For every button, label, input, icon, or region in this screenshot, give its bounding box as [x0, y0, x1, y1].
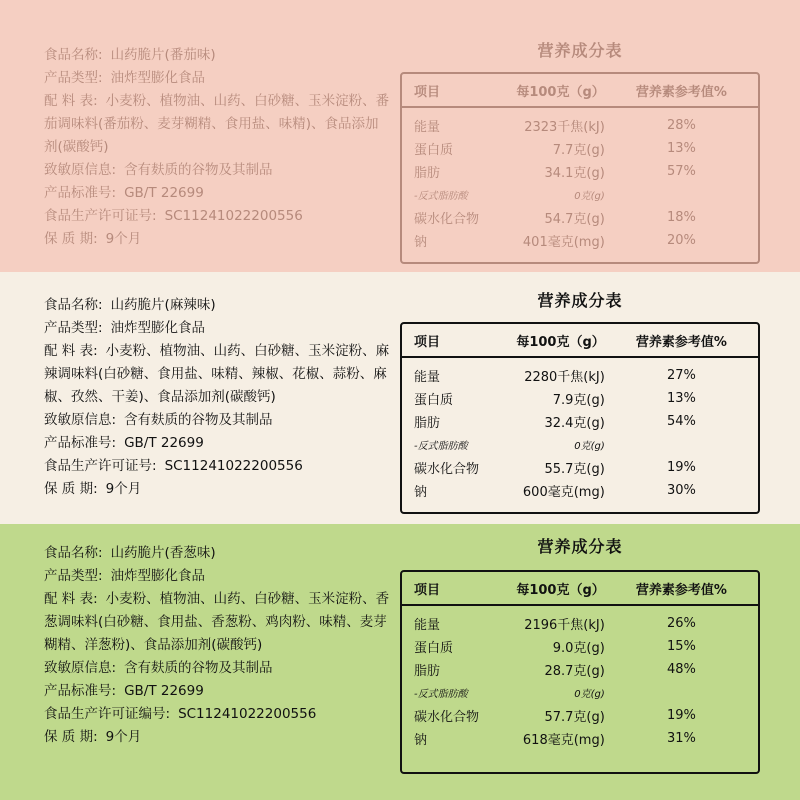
nutrient-value: 7.7克(g) [552, 143, 605, 158]
value: 山药脆片(番茄味) [110, 47, 216, 63]
value: SC11241022200556 [164, 208, 303, 224]
nutrient-nrv: 54% [666, 414, 696, 429]
nutrition-row [402, 658, 758, 681]
header-item: 项目 [414, 334, 441, 350]
nutrition-rows [402, 358, 758, 502]
nutrition-row [402, 479, 758, 502]
nutrient-nrv: 28% [666, 118, 696, 133]
header-nrv: 营养素参考值% [635, 334, 727, 350]
value: 9个月 [105, 481, 142, 497]
nutrient-nrv: 27% [666, 368, 696, 383]
product-info [44, 294, 392, 501]
license-row [44, 205, 392, 228]
nutrient-value: 0克(g) [574, 689, 605, 700]
header-nrv: 营养素参考值% [635, 582, 727, 598]
nutrition-table-header [402, 74, 758, 108]
nutrient-name: 碳水化合物 [414, 462, 480, 477]
nutrition-row [402, 206, 758, 229]
value: 9个月 [105, 729, 142, 745]
value: 小麦粉、植物油、山药、白砂糖、玉米淀粉、香葱调味料(白砂糖、食用盐、香葱粉、鸡肉粉、味精、麦芽糊精、洋葱粉)、食品添加剂(碳酸钙) [44, 591, 390, 653]
standard-row [44, 680, 392, 703]
license-row [44, 455, 392, 478]
nutrient-value: 0克(g) [574, 441, 605, 452]
label: 食品生产许可证号: [44, 458, 157, 474]
value: GB/T 22699 [124, 185, 204, 201]
nutrient-name: -反式脂肪酸 [414, 441, 468, 452]
nutrition-row [402, 160, 758, 183]
nutrient-value: 55.7克(g) [544, 462, 605, 477]
nutrient-value: 618毫克(mg) [522, 733, 605, 748]
nutrient-nrv: 31% [666, 731, 696, 746]
header-item: 项目 [414, 582, 441, 598]
nutrient-name: 蛋白质 [414, 393, 454, 408]
header-per100: 每100克（g） [516, 334, 605, 350]
header-item: 项目 [414, 84, 441, 100]
nutrition-row [402, 681, 758, 704]
nutrient-value: 32.4克(g) [544, 416, 605, 431]
label: 致敏原信息: [44, 412, 117, 428]
nutrient-nrv: 19% [666, 460, 696, 475]
nutrient-nrv: 13% [666, 391, 696, 406]
label: 食品名称: [44, 545, 103, 561]
nutrient-name: 能量 [414, 618, 441, 633]
product-info [44, 542, 392, 749]
nutrition-row [402, 727, 758, 750]
product-type-row [44, 565, 392, 588]
nutrition-row [402, 114, 758, 137]
nutrient-value: 2323千焦(kJ) [524, 120, 605, 135]
nutrition-title: 营养成分表 [537, 537, 623, 556]
nutrition-table [400, 570, 760, 774]
nutrient-nrv: 13% [666, 141, 696, 156]
nutrient-value: 7.9克(g) [552, 393, 605, 408]
label: 产品类型: [44, 320, 103, 336]
nutrient-value: 600毫克(mg) [522, 485, 605, 500]
value: 小麦粉、植物油、山药、白砂糖、玉米淀粉、番茄调味料(番茄粉、麦芽糊精、食用盐、味精)、食品添加剂(碳酸钙) [44, 93, 390, 155]
nutrition-title: 营养成分表 [537, 291, 623, 310]
label: 食品生产许可证编号: [44, 706, 171, 722]
nutrition-row [402, 183, 758, 206]
food-name-row [44, 542, 392, 565]
label: 保 质 期: [44, 231, 98, 247]
nutrient-name: 脂肪 [414, 166, 441, 181]
value: 含有麸质的谷物及其制品 [124, 162, 273, 178]
nutrition-table-header [402, 572, 758, 606]
value: 山药脆片(香葱味) [110, 545, 216, 561]
nutrient-name: 钠 [414, 733, 428, 748]
nutrient-name: 碳水化合物 [414, 710, 480, 725]
ingredients-row [44, 90, 392, 159]
license-row [44, 703, 392, 726]
value: 含有麸质的谷物及其制品 [124, 660, 273, 676]
label: 致敏原信息: [44, 660, 117, 676]
label: 致敏原信息: [44, 162, 117, 178]
nutrient-name: 脂肪 [414, 416, 441, 431]
nutrition-row [402, 364, 758, 387]
header-per100: 每100克（g） [516, 84, 605, 100]
label: 配 料 表: [44, 343, 98, 359]
nutrition-row [402, 456, 758, 479]
product-type-row [44, 67, 392, 90]
nutrient-name: 能量 [414, 120, 441, 135]
value: SC11241022200556 [178, 706, 317, 722]
value: GB/T 22699 [124, 435, 204, 451]
label: 产品标准号: [44, 435, 117, 451]
allergen-row [44, 409, 392, 432]
shelf-life-row [44, 478, 392, 501]
value: 含有麸质的谷物及其制品 [124, 412, 273, 428]
nutrient-value: 28.7克(g) [544, 664, 605, 679]
nutrient-value: 2196千焦(kJ) [524, 618, 605, 633]
label: 食品名称: [44, 297, 103, 313]
nutrition-row [402, 137, 758, 160]
label: 产品标准号: [44, 185, 117, 201]
nutrient-nrv: 48% [666, 662, 696, 677]
label: 保 质 期: [44, 729, 98, 745]
nutrient-name: 钠 [414, 235, 428, 250]
ingredients-row [44, 588, 392, 657]
nutrient-name: 碳水化合物 [414, 212, 480, 227]
header-per100: 每100克（g） [516, 582, 605, 598]
nutrient-name: 脂肪 [414, 664, 441, 679]
label: 产品类型: [44, 568, 103, 584]
nutrition-table [400, 322, 760, 514]
nutrient-value: 34.1克(g) [544, 166, 605, 181]
food-name-row [44, 44, 392, 67]
product-info [44, 44, 392, 251]
label: 食品名称: [44, 47, 103, 63]
nutrition-table [400, 72, 760, 264]
label: 配 料 表: [44, 591, 98, 607]
nutrient-name: 蛋白质 [414, 143, 454, 158]
nutrient-name: -反式脂肪酸 [414, 689, 468, 700]
label: 保 质 期: [44, 481, 98, 497]
nutrition-row [402, 612, 758, 635]
label: 产品标准号: [44, 683, 117, 699]
food-name-row [44, 294, 392, 317]
nutrient-value: 54.7克(g) [544, 212, 605, 227]
nutrient-nrv: 18% [666, 210, 696, 225]
nutrient-name: 钠 [414, 485, 428, 500]
product-panel-spicy [0, 272, 800, 524]
nutrient-value: 401毫克(mg) [522, 235, 605, 250]
ingredients-row [44, 340, 392, 409]
value: SC11241022200556 [164, 458, 303, 474]
standard-row [44, 432, 392, 455]
nutrient-value: 9.0克(g) [552, 641, 605, 656]
nutrition-row [402, 387, 758, 410]
product-panel-scallion [0, 524, 800, 800]
allergen-row [44, 657, 392, 680]
nutrient-nrv: 19% [666, 708, 696, 723]
nutrient-value: 57.7克(g) [544, 710, 605, 725]
value: 山药脆片(麻辣味) [110, 297, 216, 313]
nutrient-value: 0克(g) [574, 191, 605, 202]
label: 配 料 表: [44, 93, 98, 109]
nutrition-rows [402, 108, 758, 252]
label: 产品类型: [44, 70, 103, 86]
value: 小麦粉、植物油、山药、白砂糖、玉米淀粉、麻辣调味料(白砂糖、食用盐、味精、辣椒、花椒、蒜粉、麻椒、孜然、干姜)、食品添加剂(碳酸钙) [44, 343, 390, 405]
standard-row [44, 182, 392, 205]
nutrition-row [402, 229, 758, 252]
nutrient-name: 蛋白质 [414, 641, 454, 656]
value: 9个月 [105, 231, 142, 247]
allergen-row [44, 159, 392, 182]
product-panel-tomato [0, 0, 800, 272]
nutrient-name: -反式脂肪酸 [414, 191, 468, 202]
label: 食品生产许可证号: [44, 208, 157, 224]
nutrition-table-header [402, 324, 758, 358]
nutrient-nrv: 57% [666, 164, 696, 179]
nutrition-row [402, 410, 758, 433]
nutrient-value: 2280千焦(kJ) [524, 370, 605, 385]
nutrient-name: 能量 [414, 370, 441, 385]
nutrition-row [402, 704, 758, 727]
value: 油炸型膨化食品 [110, 320, 206, 336]
product-type-row [44, 317, 392, 340]
value: GB/T 22699 [124, 683, 204, 699]
nutrition-row [402, 433, 758, 456]
nutrient-nrv: 30% [666, 483, 696, 498]
shelf-life-row [44, 726, 392, 749]
nutrition-row [402, 635, 758, 658]
value: 油炸型膨化食品 [110, 568, 206, 584]
header-nrv: 营养素参考值% [635, 84, 727, 100]
nutrition-rows [402, 606, 758, 750]
nutrient-nrv: 20% [666, 233, 696, 248]
nutrient-nrv: 15% [666, 639, 696, 654]
value: 油炸型膨化食品 [110, 70, 206, 86]
shelf-life-row [44, 228, 392, 251]
nutrition-title: 营养成分表 [537, 41, 623, 60]
nutrient-nrv: 26% [666, 616, 696, 631]
